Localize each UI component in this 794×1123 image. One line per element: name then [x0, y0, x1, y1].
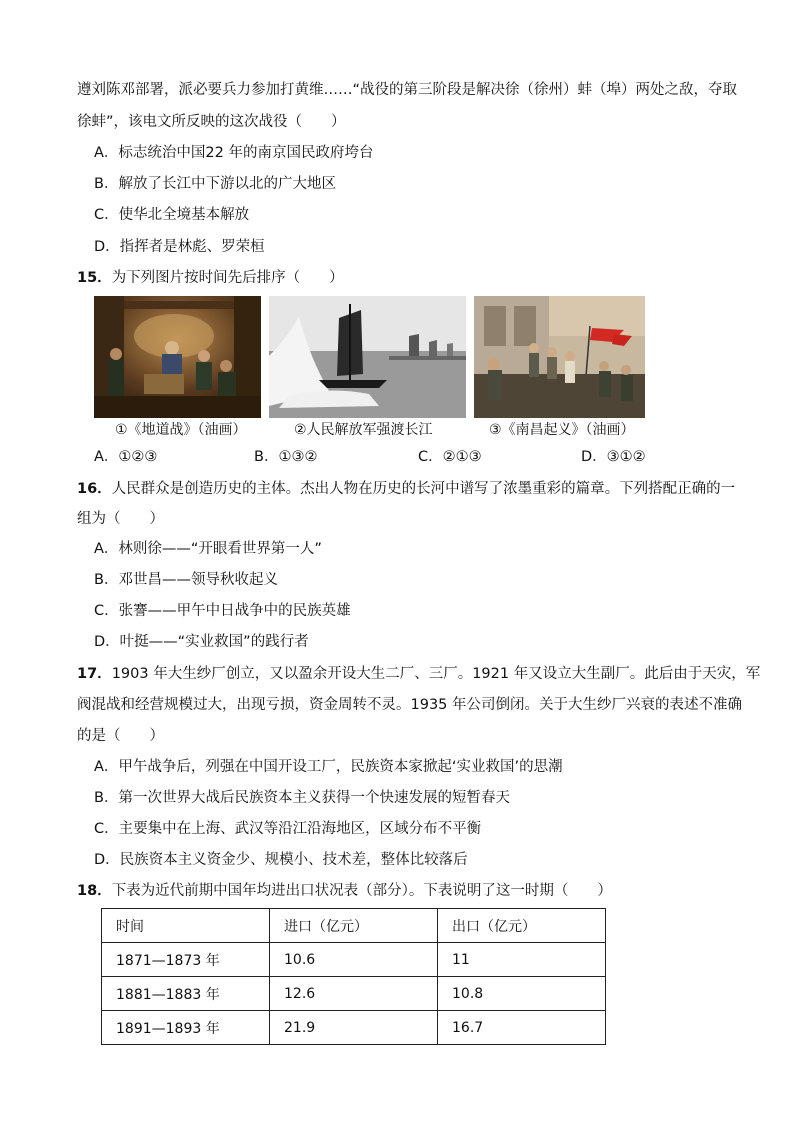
q17-option-b: B．第一次世界大战后民族资本主义获得一个快速发展的短暂春天 [94, 790, 510, 806]
q15-stem-text: 为下列图片按时间先后排序（ ） [111, 270, 344, 286]
table-cell: 1871—1873 年 [102, 943, 270, 977]
q16-stem-line1 [77, 479, 735, 499]
q18-stem-text: 下表为近代前期中国年均进出口状况表（部分）。下表说明了这一时期（ ） [111, 883, 612, 899]
q15-stem [77, 268, 344, 288]
q17-option-d: D．民族资本主义资金少、规模小、技术差，整体比较落后 [94, 852, 468, 868]
q16-stem-text: 人民群众是创造历史的主体。杰出人物在历史的长河中谱写了浓墨重彩的篇章。下列搭配正确的一 [111, 481, 736, 497]
q17-option-a: A．甲午战争后，列强在中国开设工厂，民族资本家掀起‘实业救国’的思潮 [94, 759, 563, 775]
q17-number: 17． [77, 666, 112, 682]
table-cell: 21.9 [270, 1011, 438, 1045]
table-header-import: 进口（亿元） [270, 909, 438, 943]
painting-tunnel-war-image [94, 296, 261, 418]
q18-number: 18． [77, 883, 112, 899]
table-header-export: 出口（亿元） [438, 909, 606, 943]
q14-option-b: B．解放了长江中下游以北的广大地区 [94, 176, 336, 192]
table-header-row [102, 909, 606, 943]
q15-caption-2: ②人民解放军强渡长江 [294, 422, 433, 438]
q17-stem-line1 [77, 664, 760, 684]
q15-choice-a: A．①②③ [94, 449, 158, 465]
q17-stem-line3: 的是（ ） [77, 728, 164, 744]
q14-stem-line2: 徐蚌”，该电文所反映的这次战役（ ） [77, 114, 346, 130]
q15-choice-d: D．③①② [581, 449, 646, 465]
table-row [102, 943, 606, 977]
q14-stem-line1: 遵刘陈邓部署，派必要兵力参加打黄维……“战役的第三阶段是解决徐（徐州）蚌（埠）两处之敌，夺取 [77, 82, 738, 98]
q15-choices [94, 447, 694, 467]
q17-stem-line2: 阀混战和经营规模过大，出现亏损，资金周转不灵。1935 年公司倒闭。关于大生纱厂兴衰的表述不准确 [77, 697, 743, 713]
q16-number: 16． [77, 481, 112, 497]
q15-number: 15． [77, 270, 112, 286]
q15-caption-3: ③《南昌起义》（油画） [489, 422, 635, 438]
q15-choice-c: C．②①③ [418, 449, 482, 465]
q16-option-c: C．张謇——甲午中日战争中的民族英雄 [94, 603, 351, 619]
photo-yangtze-crossing-image [269, 296, 466, 418]
table-row [102, 977, 606, 1011]
table-cell: 10.8 [438, 977, 606, 1011]
q18-stem [77, 881, 612, 901]
q15-caption-1: ①《地道战》（油画） [115, 422, 247, 438]
q17-option-c: C．主要集中在上海、武汉等沿江沿海地区，区域分布不平衡 [94, 821, 482, 837]
q14-option-d: D．指挥者是林彪、罗荣桓 [94, 239, 265, 255]
q14-option-c: C．使华北全境基本解放 [94, 207, 250, 223]
q17-stem-text: 1903 年大生纱厂创立，又以盈余开设大生二厂、三厂。1921 年又设立大生副厂。此后由于天灾，军 [111, 666, 761, 682]
q16-option-b: B．邓世昌——领导秋收起义 [94, 572, 278, 588]
table-header-time: 时间 [102, 909, 270, 943]
painting-nanchang-uprising-image [474, 296, 645, 418]
table-cell: 16.7 [438, 1011, 606, 1045]
q14-option-a: A．标志统治中国22 年的南京国民政府垮台 [94, 145, 374, 161]
table-cell: 1881—1883 年 [102, 977, 270, 1011]
table-cell: 10.6 [270, 943, 438, 977]
q16-stem-line2: 组为（ ） [77, 511, 164, 527]
q15-choice-b: B．①③② [254, 449, 318, 465]
table-cell: 12.6 [270, 977, 438, 1011]
table-row [102, 1011, 606, 1045]
table-cell: 11 [438, 943, 606, 977]
q16-option-a: A．林则徐——“开眼看世界第一人” [94, 541, 322, 557]
q16-option-d: D．叶挺——“实业救国”的践行者 [94, 634, 309, 650]
import-export-table [101, 908, 606, 1045]
table-cell: 1891—1893 年 [102, 1011, 270, 1045]
